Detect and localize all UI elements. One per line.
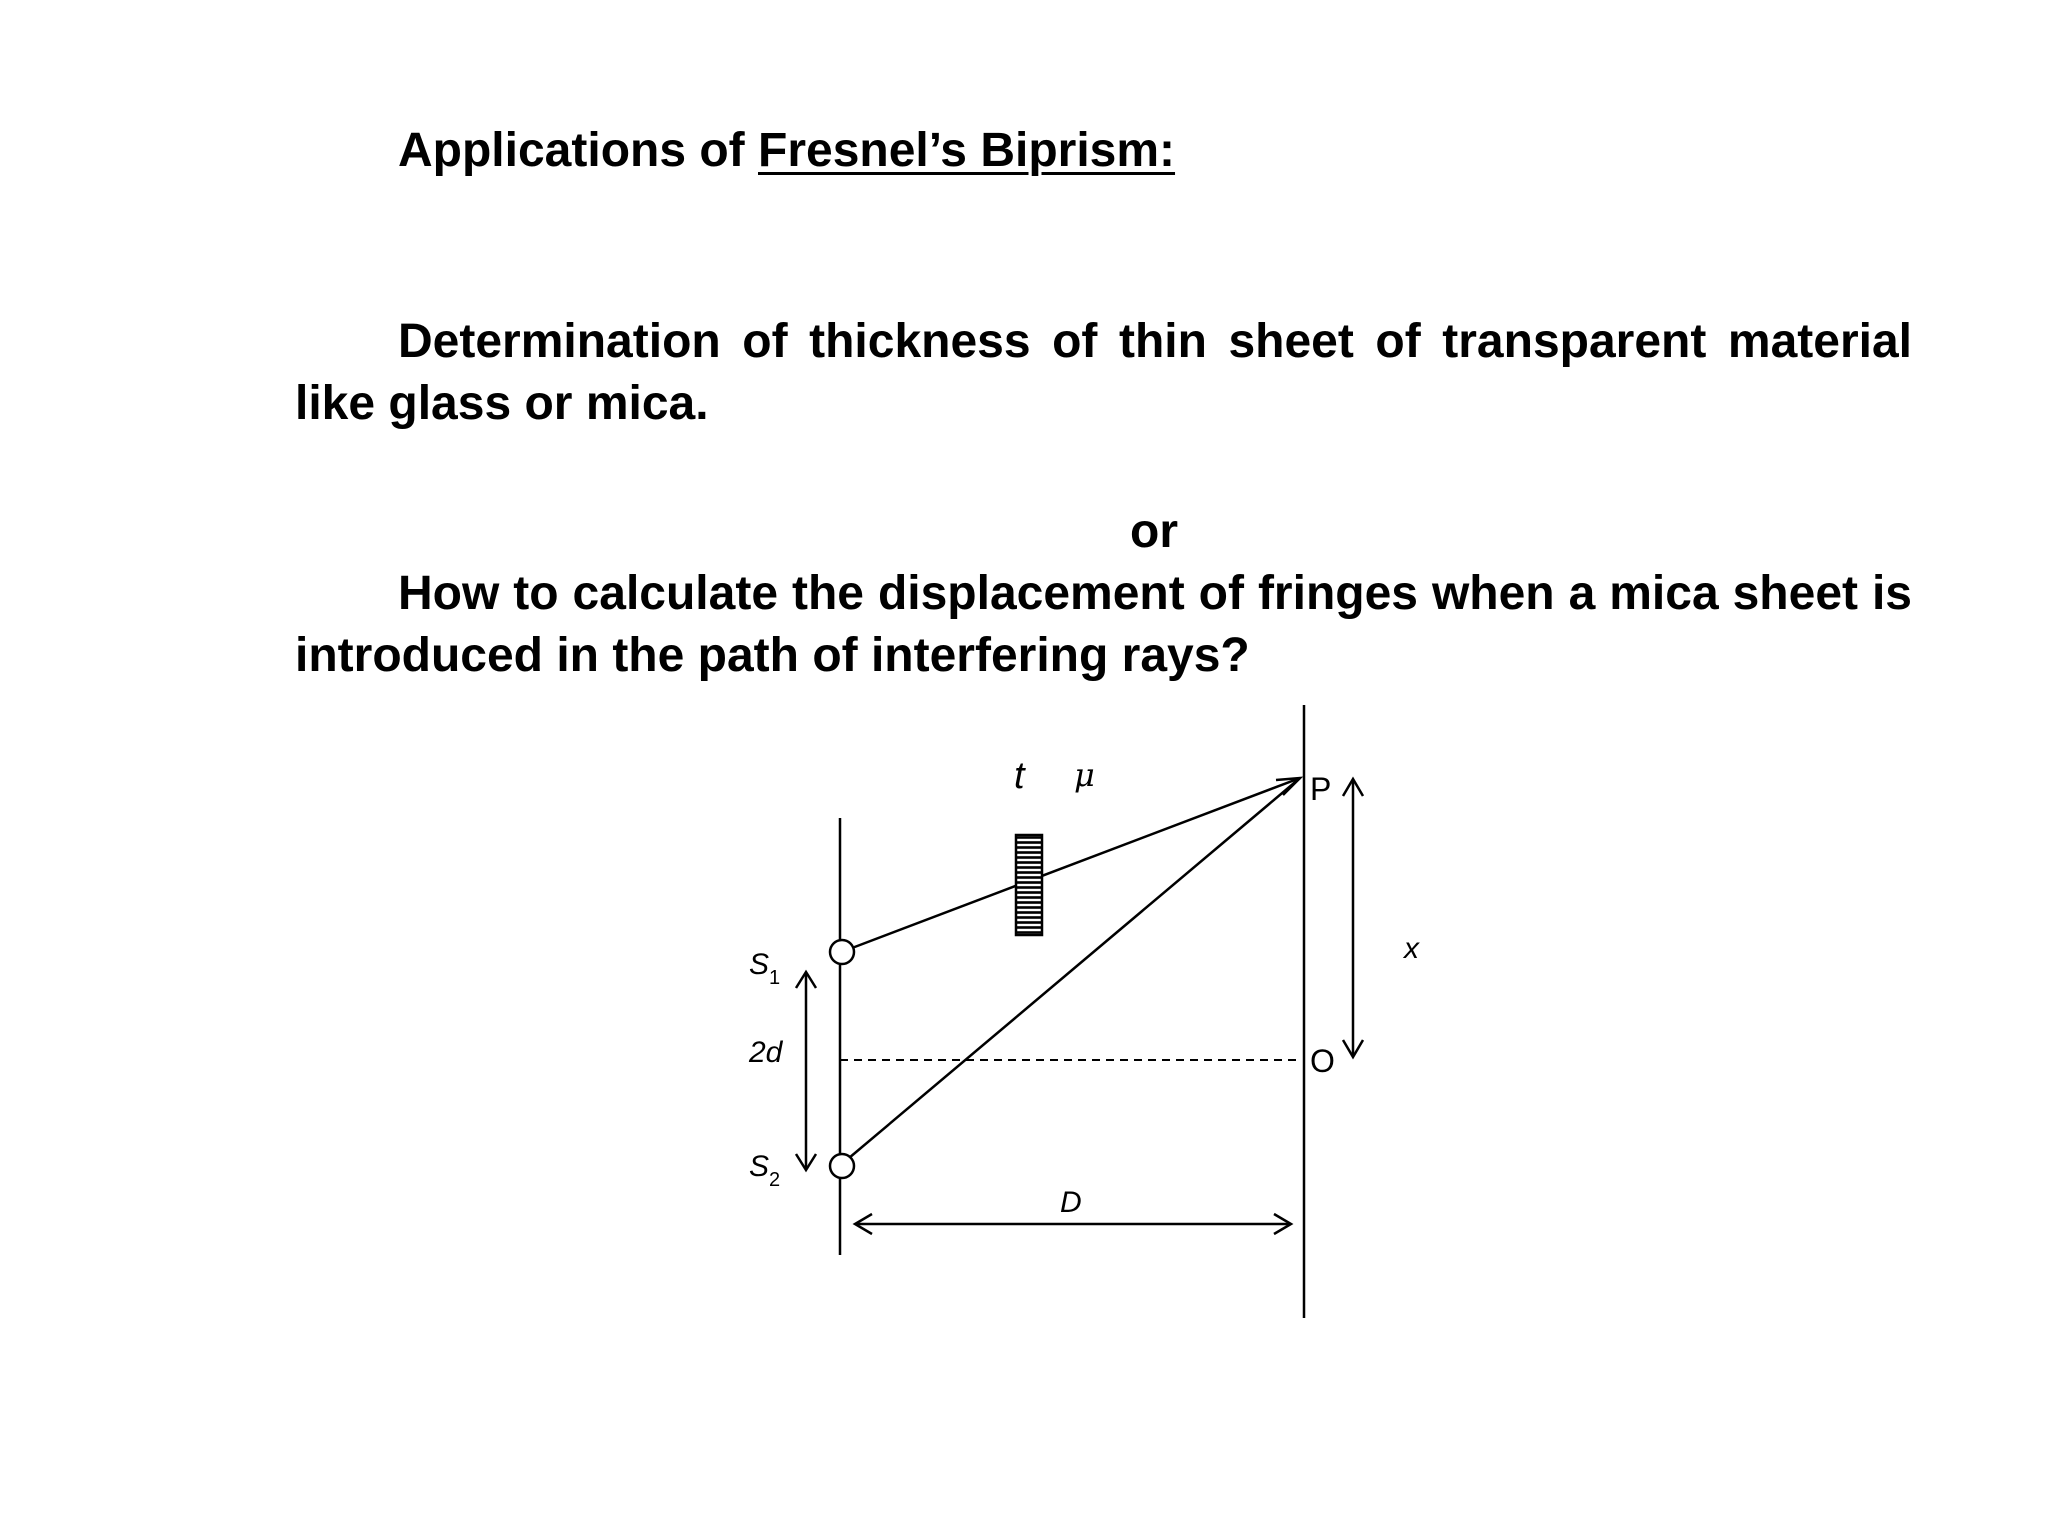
ray-s2-to-p — [849, 778, 1300, 1158]
label-source-2-letter: S — [749, 1150, 770, 1183]
label-separation: 2d — [749, 1036, 783, 1069]
mica-sheet — [1016, 835, 1042, 935]
label-source-1-letter: S — [749, 948, 770, 981]
label-point-o: O — [1310, 1043, 1335, 1079]
ray-s1-to-p — [852, 778, 1300, 948]
label-refractive-index: μ — [1074, 756, 1095, 794]
label-point-p: P — [1310, 771, 1332, 807]
or-separator: or — [1130, 505, 1178, 558]
paragraph-thickness-determination: Determination of thickness of thin sheet of transparent material like glass or mica. — [295, 315, 1912, 430]
label-source-2-subscript: 2 — [769, 1169, 781, 1191]
label-screen-distance: D — [1060, 1186, 1082, 1219]
label-source-2 — [749, 1150, 780, 1191]
label-distance-x: x — [1404, 932, 1419, 965]
label-source-1 — [749, 948, 780, 989]
title-underlined: Fresnel’s Biprism: — [758, 124, 1176, 177]
title-prefix: Applications of — [398, 124, 758, 177]
source-s2 — [830, 1154, 854, 1178]
paragraph-fringe-displacement: How to calculate the displacement of fringes when a mica sheet is introduced in the path of interfering rays? — [295, 567, 1912, 682]
label-source-1-subscript: 1 — [769, 967, 781, 989]
source-s1 — [830, 940, 854, 964]
label-thickness: t — [1014, 755, 1025, 797]
